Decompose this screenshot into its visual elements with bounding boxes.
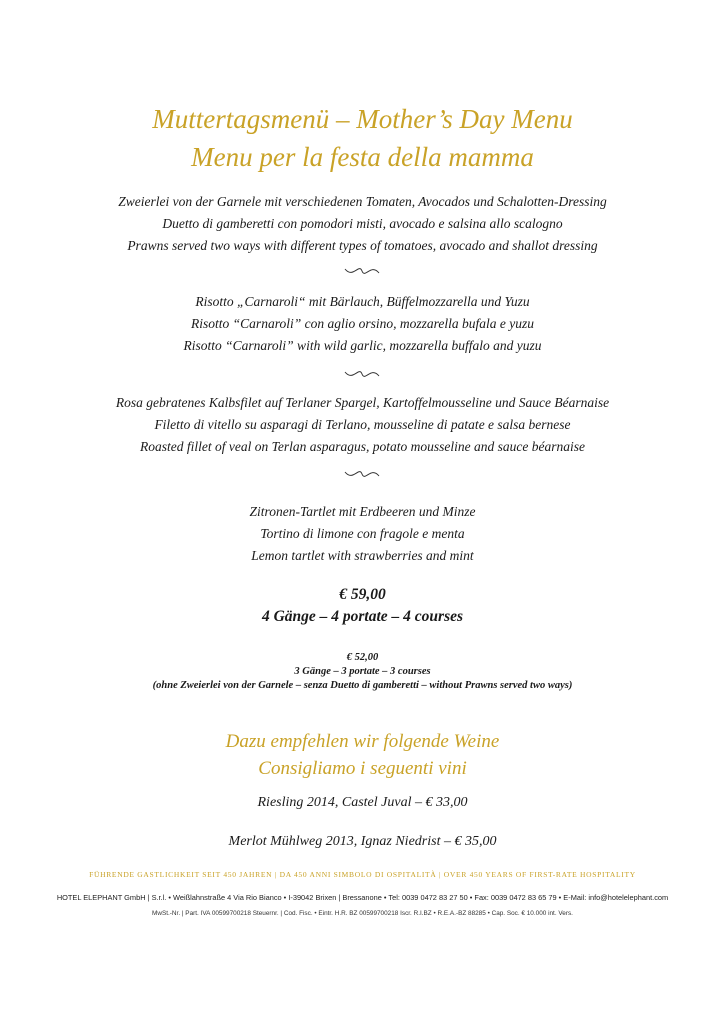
course-4-en: Lemon tartlet with strawberries and mint bbox=[251, 548, 474, 563]
wine-title-line-1: Dazu empfehlen wir folgende Weine bbox=[225, 731, 500, 752]
course-2-en: Risotto “Carnaroli” with wild garlic, mozzarella buffalo and yuzu bbox=[183, 338, 542, 353]
alt-price-note: (ohne Zweierlei von der Garnele – senza Duetto di gamberetti – without Prawns served two ways) bbox=[152, 680, 573, 691]
footer-address: HOTEL ELEPHANT GmbH | S.r.l. • Weißlahnstraße 4 Via Rio Bianco • I-39042 Brixen | Bressanone • Tel: 0039 0472 83 27 50 • Fax: 0039 0472 83 65 79 • E-Mail: info@hotelelephant.com bbox=[56, 893, 669, 902]
course-1-de: Zweierlei von der Garnele mit verschiedenen Tomaten, Avocados und Schalotten-Dressing bbox=[118, 194, 607, 209]
course-1-it: Duetto di gamberetti con pomodori misti, avocado e salsina allo scalogno bbox=[162, 216, 563, 231]
alt-price: € 52,00 bbox=[346, 652, 379, 663]
main-price-block bbox=[0, 584, 725, 628]
course-2-de: Risotto „Carnaroli“ mit Bärlauch, Büffelmozzarella und Yuzu bbox=[195, 294, 530, 309]
alt-price-block bbox=[0, 651, 725, 693]
course-1 bbox=[0, 191, 725, 257]
course-3 bbox=[0, 392, 725, 458]
swash-divider-icon bbox=[343, 265, 381, 277]
course-3-de: Rosa gebratenes Kalbsfilet auf Terlaner Spargel, Kartoffelmousseline und Sauce Béarnaise bbox=[115, 395, 610, 410]
swash-divider-icon bbox=[343, 368, 381, 380]
course-2-it: Risotto “Carnaroli” con aglio orsino, mozzarella bufala e yuzu bbox=[191, 316, 534, 331]
title-line-2: Menu per la festa della mamma bbox=[191, 142, 534, 172]
course-4-de: Zitronen-Tartlet mit Erdbeeren und Minze bbox=[249, 504, 476, 519]
course-3-en: Roasted fillet of veal on Terlan asparagus, potato mousseline and sauce béarnaise bbox=[140, 439, 585, 454]
footer-legal: MwSt.-Nr. | Part. IVA 00599700218 Steuernr. | Cod. Fisc. • Eintr. H.R. BZ 00599700218 Iscr. R.I.BZ • R.E.A.-BZ 88285 • Cap. Soc. € 10.000 int. Vers. bbox=[152, 910, 573, 917]
alt-course-count: 3 Gänge – 3 portate – 3 courses bbox=[294, 666, 431, 677]
footer-tagline: FÜHRENDE GASTLICHKEIT SEIT 450 JAHREN | DA 450 ANNI SIMBOLO DI OSPITALITÀ | OVER 450 YEARS OF FIRST-RATE HOSPITALITY bbox=[89, 870, 636, 879]
course-2 bbox=[0, 291, 725, 357]
title-line-1: Muttertagsmenü – Mother’s Day Menu bbox=[152, 104, 573, 134]
swash-divider-icon bbox=[343, 468, 381, 480]
wine-title-line-2: Consigliamo i seguenti vini bbox=[258, 758, 467, 779]
menu-title bbox=[0, 100, 725, 176]
wine-item: Merlot Mühlweg 2013, Ignaz Niedrist – € 35,00 bbox=[228, 834, 497, 849]
wine-item: Riesling 2014, Castel Juval – € 33,00 bbox=[257, 795, 468, 810]
main-course-count: 4 Gänge – 4 portate – 4 courses bbox=[261, 608, 464, 625]
main-price: € 59,00 bbox=[339, 586, 386, 603]
course-1-en: Prawns served two ways with different types of tomatoes, avocado and shallot dressing bbox=[127, 238, 598, 253]
course-3-it: Filetto di vitello su asparagi di Terlano, mousseline di patate e salsa bernese bbox=[154, 417, 571, 432]
wine-title bbox=[0, 728, 725, 782]
course-4-it: Tortino di limone con fragole e menta bbox=[260, 526, 465, 541]
course-4 bbox=[0, 501, 725, 567]
